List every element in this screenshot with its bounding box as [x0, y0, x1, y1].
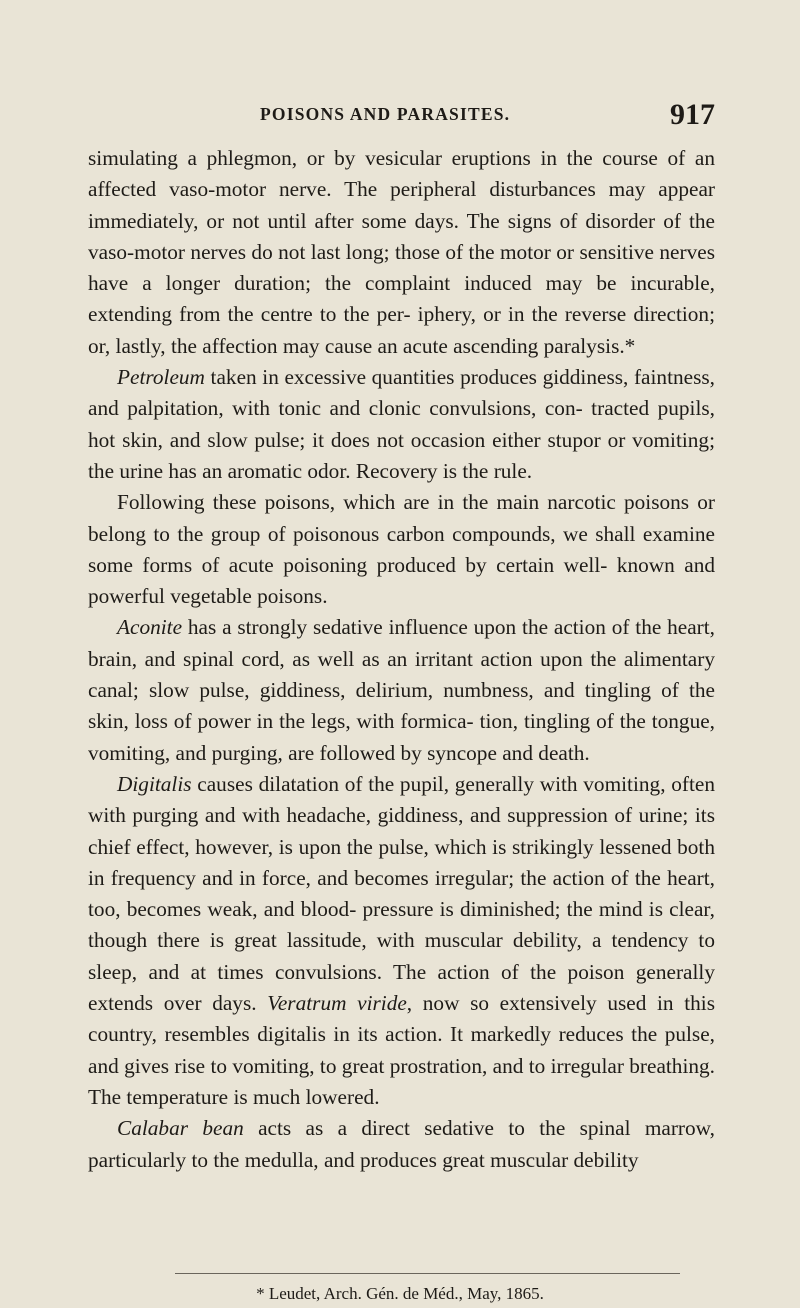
paragraph-aconite [88, 612, 715, 768]
footnote: * Leudet, Arch. Gén. de Méd., May, 1865. [256, 1284, 544, 1303]
paragraph-text: simulating a phlegmon, or by vesicular eruptions in the course of an affected vaso-motor nerve. The peripheral disturbances may appear immediately, or not until after some days. The signs of disorder of the vaso-motor nerves do not last long; those of the motor or sensitive nerves have a longer duration; the complaint induced may be incurable, extending from the centre to the per- iphery, or in the reverse direction; or, lastly, the affection may cause an acute ascending paralysis.* [88, 146, 715, 358]
paragraph-vaso-motor [88, 143, 715, 362]
paragraph-vegetable-poisons [88, 487, 715, 612]
paragraph-digitalis [88, 769, 715, 1113]
page-number: 917 [670, 98, 715, 131]
footnote-divider [175, 1273, 680, 1274]
term-calabar-bean: Calabar bean [117, 1116, 244, 1141]
paragraph-calabar-bean [88, 1113, 715, 1176]
body-text [88, 143, 715, 1176]
paragraph-text: , now so extensively used in this country, resembles digitalis in its action. It markedly reduces the pulse, and gives rise to vomiting, to great prostration, and to irregular breathing. The temperature is much lowered. [88, 991, 715, 1109]
paragraph-text: acts as a direct sedative to the spinal marrow, particularly to the medulla, and produces great muscular debility [88, 1116, 715, 1172]
term-veratrum-viride: Veratrum viride [267, 991, 407, 1016]
paragraph-petroleum [88, 362, 715, 487]
term-aconite: Aconite [117, 615, 183, 640]
term-petroleum: Petroleum [117, 365, 205, 390]
paragraph-text: Following these poisons, which are in the main narcotic poisons or belong to the group of poisonous carbon compounds, we shall examine some forms of acute poisoning produced by certain well- known and powerful vegetable poisons. [88, 490, 715, 609]
term-digitalis: Digitalis [117, 771, 192, 796]
paragraph-text: has a strongly sedative influence upon the action of the heart, brain, and spinal cord, as well as an irritant action upon the alimentary canal; slow pulse, giddiness, delirium, numbness, and tingling of the skin, loss of power in the legs, with formica- tion, tingling of the tongue, vomiting, and purging, are followed by syncope and death. [88, 615, 715, 765]
paragraph-text: causes dilatation of the pupil, generally with vomiting, often with purging and with headache, giddiness, and suppression of urine; its chief effect, however, is upon the pulse, which is strikingly lessened both in frequency and in force, and becomes irregular; the action of the heart, too, becomes weak, and blood- pressure is diminished; the mind is clear, though there is great lassitude, with muscular debility, a tendency to sleep, and at times convulsions. The action of the poison generally extends over days. [88, 771, 715, 1016]
running-title: POISONS AND PARASITES. [260, 104, 511, 124]
page-header [260, 98, 715, 132]
paragraph-text: taken in excessive quantities produces giddiness, faintness, and palpitation, with tonic and clonic convulsions, con- tracted pupils, hot skin, and slow pulse; it does not occasion either stupor or vomiting; the urine has an aromatic odor. Recovery is the rule. [88, 365, 715, 483]
